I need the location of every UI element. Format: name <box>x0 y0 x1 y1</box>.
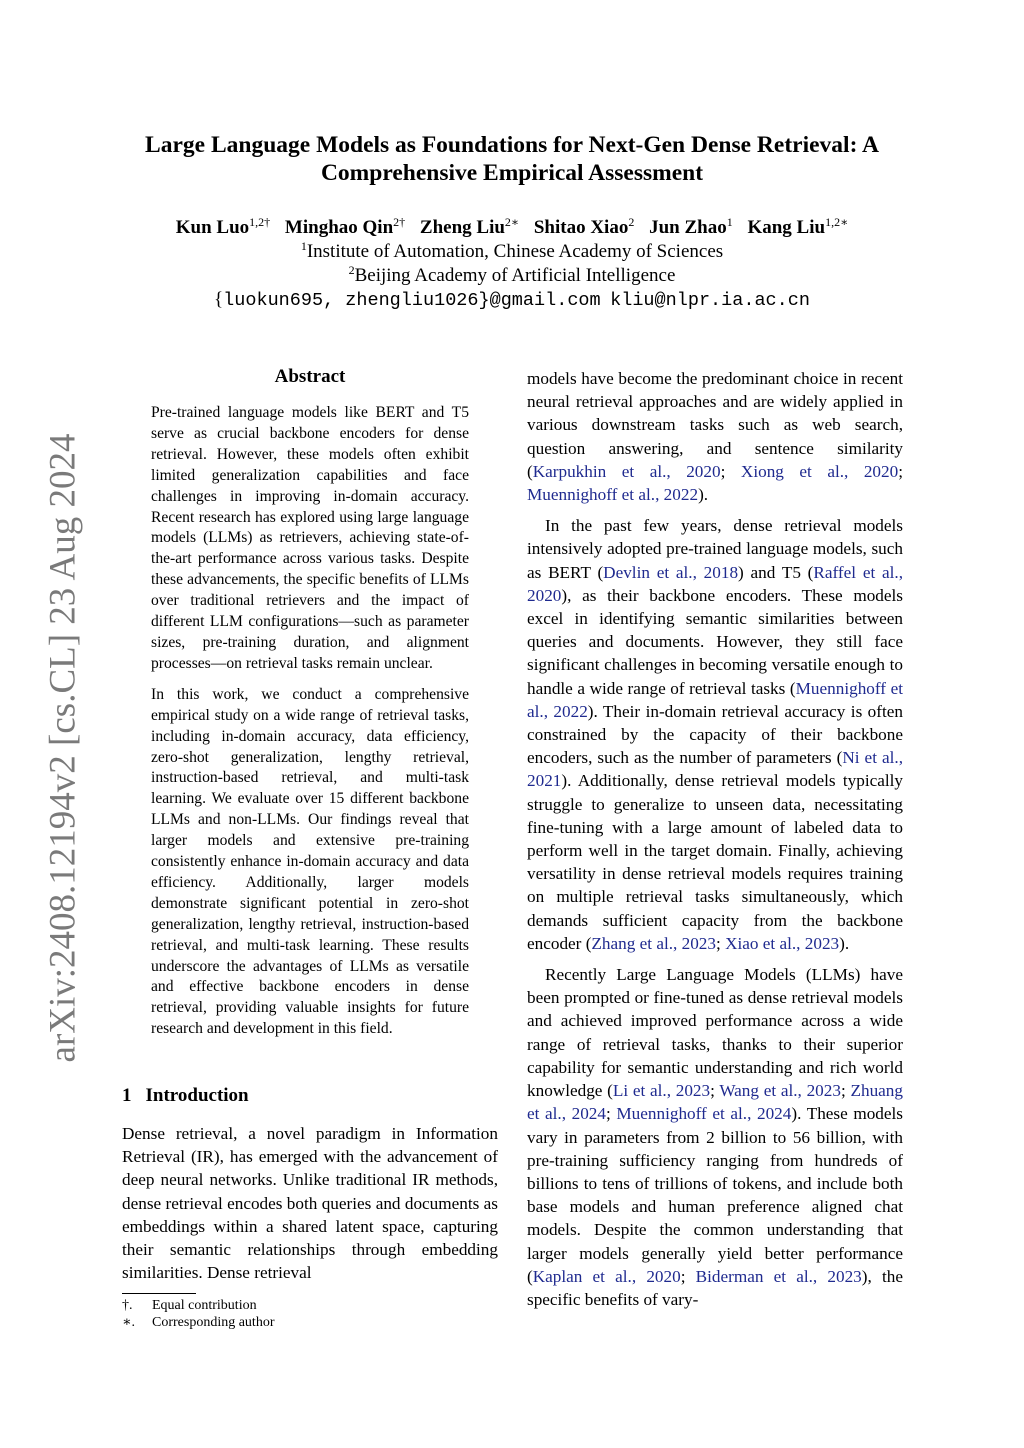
author: Kun Luo$^{1,2\dagger}$ <box>175 215 271 238</box>
citation-link[interactable]: Muennighoff et al., 2024 <box>616 1104 792 1124</box>
footnotes <box>122 1297 274 1331</box>
citation-link[interactable]: Xiao et al., 2023 <box>725 933 840 953</box>
author-list <box>100 216 924 240</box>
citation-link[interactable]: Karpukhin et al., 2020 <box>532 461 721 481</box>
citation-link[interactable]: Devlin et al., 2018 <box>603 562 739 582</box>
citation-link[interactable]: Ni et al., 2021 <box>527 748 903 791</box>
arxiv-identifier: arXiv:2408.12194v2 [cs.CL] 23 Aug 2024 <box>42 433 84 1063</box>
author-emails: {luokun695, zhengliu1026}@gmail.com kliu@nlpr.ia.ac.cn <box>214 289 810 311</box>
paragraph: In the past few years, dense retrieval models intensively adopted pre-trained language models, such as BERT (Devlin et al., 2018) and T5 (Raffel et al., 2020), as their backbone encoders. These models excel in identifying semantic similarities between queries and documents. However, they still face significant challenges in becoming versatile enough to handle a wide range of retrieval tasks (Muennighoff et al., 2022). Their in-domain retrieval accuracy is often constrained by the capacity of their backbone encoders, such as the number of parameters (Ni et al., 2021). Additionally, dense retrieval models typically struggle to generalize to unseen data, necessitating fine-tuning with a large amount of labeled data to perform well in the target domain. Finally, achieving versatility in dense retrieval models requires training on multiple retrieval tasks simultaneously, which demands sufficient capacity from the backbone encoder (Zhang et al., 2023; Xiao et al., 2023). <box>527 516 904 953</box>
citation-link[interactable]: Zhuang et al., 2024 <box>527 1081 903 1124</box>
title-line-2: Comprehensive Empirical Assessment <box>320 160 704 186</box>
section-heading-introduction: 1 Introduction <box>122 1085 249 1106</box>
title-line-1: Large Language Models as Foundations for Next-Gen Dense Retrieval: A <box>145 132 879 158</box>
citation-link[interactable]: Biderman et al., 2023 <box>695 1266 862 1286</box>
author-block <box>100 216 924 313</box>
abstract <box>151 403 469 1050</box>
citation-link[interactable]: Wang et al., 2023 <box>719 1081 841 1101</box>
author: Shitao Xiao$^2$ <box>533 215 635 238</box>
affiliation-2: $^2$Beijing Academy of Artificial Intelligence <box>348 263 676 286</box>
citation-link[interactable]: Li et al., 2023 <box>612 1081 711 1101</box>
citation-link[interactable]: Muennighoff et al., 2022 <box>527 485 699 505</box>
citation-link[interactable]: Raffel et al., 2020 <box>527 562 904 605</box>
abstract-paragraph-1: Pre-trained language models like BERT and T5 serve as crucial backbone encoders for dense retrieval. However, these models often exhibit limited generalization capabilities and face challenges in improving in-domain accuracy. Recent research has explored using large language models (LLMs) as retrievers, achieving state-of-the-art performance across various tasks. Despite these advancements, the specific benefits of LLMs over traditional retrievers and the impact of different LLM configurations—such as parameter sizes, pre-training duration, and alignment processes—on retrieval tasks remain unclear. <box>151 404 469 672</box>
intro-paragraph-left: Dense retrieval, a novel paradigm in Information Retrieval (IR), has emerged with the advancement of deep neural networks. Unlike traditional IR methods, dense retrieval encodes both queries and documents as embeddings within a shared latent space, capturing their semantic relationships through embedding similarities. Dense retrieval <box>122 1124 498 1283</box>
paper-title <box>100 131 924 187</box>
author: Minghao Qin$^{2\dagger}$ <box>284 215 406 238</box>
citation-link[interactable]: Xiong et al., 2020 <box>740 461 899 481</box>
footnote: ∗. Corresponding author <box>122 1315 275 1330</box>
abstract-heading: Abstract <box>274 366 346 387</box>
citation-link[interactable]: Zhang et al., 2023 <box>591 933 716 953</box>
author: Kang Liu$^{1,2∗}$ <box>747 215 849 238</box>
citation-link[interactable]: Kaplan et al., 2020 <box>532 1266 681 1286</box>
paragraph: models have become the predominant choice in recent neural retrieval approaches and are widely applied in various downstream tasks such as web search, question answering, and sentence similarity (Karpukhin et al., 2020; Xiong et al., 2020; Muennighoff et al., 2022). <box>527 369 903 505</box>
abstract-paragraph-2: In this work, we conduct a comprehensive empirical study on a wide range of retrieval tasks, including in-domain accuracy, data efficiency, zero-shot generalization, lengthy retrieval, instruction-based retrieval, and multi-task learning. We evaluate over 15 different backbone LLMs and non-LLMs. Our findings reveal that larger models and extensive pre-training consistently enhance in-domain accuracy and data efficiency. Additionally, larger models demonstrate significant potential in zero-shot generalization, lengthy retrieval, instruction-based retrieval, and multi-task learning. These results underscore the advantages of LLMs as versatile and effective backbone encoders in dense retrieval, providing valuable insights for future research and development in this field. <box>151 685 469 1038</box>
footnote-divider <box>122 1293 196 1294</box>
footnote: †. Equal contribution <box>122 1298 257 1313</box>
right-column <box>527 367 903 1319</box>
affiliation-1: $^1$Institute of Automation, Chinese Academy of Sciences <box>300 239 724 262</box>
author: Jun Zhao$^1$ <box>649 215 733 238</box>
citation-link[interactable]: Muennighoff et al., 2022 <box>527 678 903 721</box>
author: Zheng Liu$^{2∗}$ <box>419 215 520 238</box>
paragraph: Recently Large Language Models (LLMs) have been prompted or fine-tuned as dense retrieval models and achieved improved performance across a wide range of retrieval tasks, thanks to their superior capability for semantic understanding and rich world knowledge (Li et al., 2023; Wang et al., 2023; Zhuang et al., 2024; Muennighoff et al., 2024). These models vary in parameters from 2 billion to 56 billion, with pre-training sufficiency ranging from hundreds of billions to tens of trillions of tokens, and include both base models and human preference aligned chat models. Despite the common understanding that larger models generally yield better performance (Kaplan et al., 2020; Biderman et al., 2023), the specific benefits of vary- <box>527 965 903 1309</box>
